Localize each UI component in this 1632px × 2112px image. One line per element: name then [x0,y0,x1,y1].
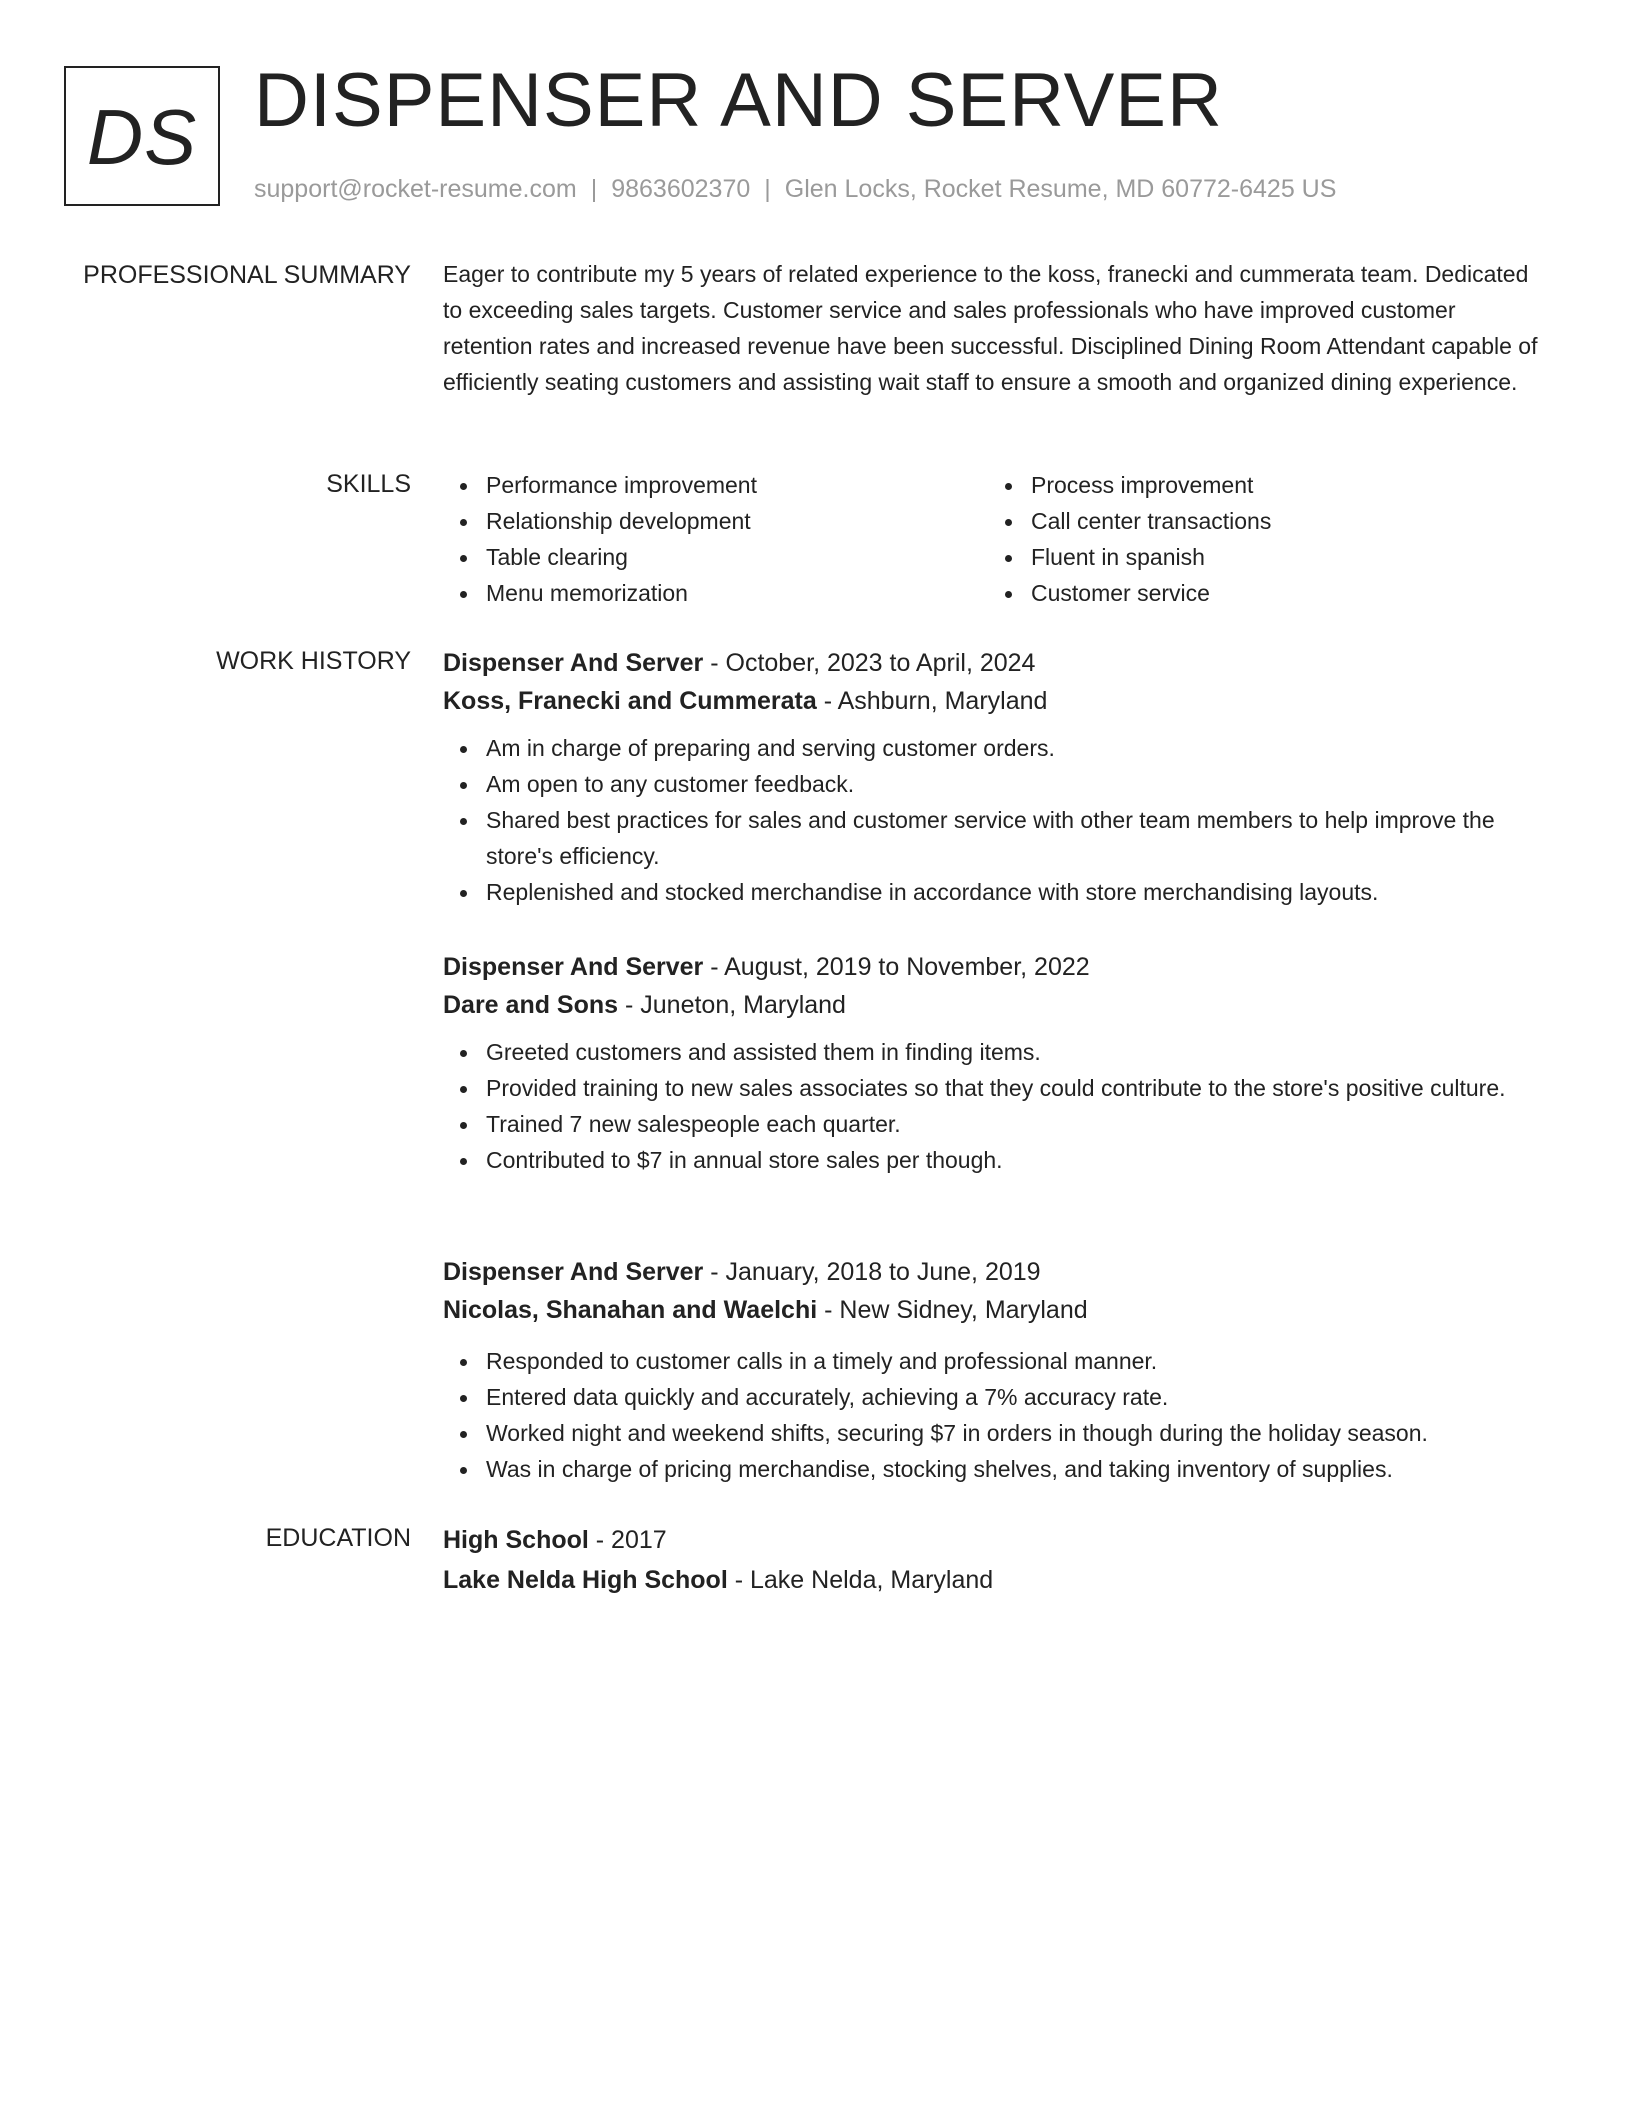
contact-phone: 9863602370 [611,175,751,203]
skills-label: SKILLS [326,470,411,498]
job-bullet: Provided training to new sales associates so that they could contribute to the store's positive culture. [443,1070,1543,1106]
job-title: Dispenser And Server [443,953,704,981]
contact-line [254,172,1336,206]
education-school: Lake Nelda High School [443,1566,728,1594]
job-bullet: Contributed to $7 in annual store sales per though. [443,1142,1543,1178]
job-company: Koss, Franecki and Cummerata [443,687,817,715]
skill-item: Relationship development [443,503,988,539]
skill-item: Call center transactions [988,503,1533,539]
contact-email: support@rocket-resume.com [254,175,577,203]
contact-separator: | [764,175,771,203]
skill-item: Performance improvement [443,467,988,503]
skills-column-right [988,467,1533,611]
job-company-line [443,1291,1543,1329]
job-bullet: Am in charge of preparing and serving customer orders. [443,730,1543,766]
summary-label: PROFESSIONAL SUMMARY [83,261,411,289]
skill-item: Menu memorization [443,575,988,611]
education-school-line [443,1561,1543,1599]
job-company-line [443,986,1543,1024]
skill-item: Customer service [988,575,1533,611]
skill-item: Fluent in spanish [988,539,1533,575]
job-entry [443,644,1543,910]
contact-address: Glen Locks, Rocket Resume, MD 60772-6425 US [784,175,1337,203]
resume-name: DISPENSER AND SERVER [254,58,1223,143]
job-entry [443,1253,1543,1487]
job-company-line [443,682,1543,720]
education-location: - Lake Nelda, Maryland [727,1566,994,1594]
job-title-line [443,948,1543,986]
job-bullet: Trained 7 new salespeople each quarter. [443,1106,1543,1142]
job-location: - Ashburn, Maryland [816,687,1048,715]
job-bullet: Replenished and stocked merchandise in accordance with store merchandising layouts. [443,874,1543,910]
summary-body [443,256,1543,400]
job-entry [443,948,1543,1178]
job-dates: - October, 2023 to April, 2024 [703,649,1036,677]
job-title-line [443,1253,1543,1291]
skills-column-left [443,467,988,611]
job-bullet: Greeted customers and assisted them in finding items. [443,1034,1543,1070]
education-degree: High School [443,1526,589,1554]
education-body [443,1521,1543,1599]
job-location: - New Sidney, Maryland [817,1296,1088,1324]
job-bullet: Responded to customer calls in a timely and professional manner. [443,1343,1543,1379]
education-label: EDUCATION [265,1524,411,1552]
job-location: - Juneton, Maryland [618,991,846,1019]
job-bullets [443,730,1543,910]
job-title: Dispenser And Server [443,1258,704,1286]
summary-text: Eager to contribute my 5 years of related experience to the koss, franecki and cummerata team. Dedicated to exceeding sales targets. Customer service and sales professionals who have improved customer retention rates and increased revenue have been successful. Disciplined Dining Room Attendant capable of efficiently seating customers and assisting wait staff to ensure a smooth and organized dining experience. [443,261,1538,395]
contact-separator: | [590,175,598,203]
job-dates: - January, 2018 to June, 2019 [703,1258,1041,1286]
job-bullet: Am open to any customer feedback. [443,766,1543,802]
education-degree-line [443,1521,1543,1559]
job-company: Dare and Sons [443,991,619,1019]
job-bullets [443,1343,1543,1487]
job-bullet: Was in charge of pricing merchandise, stocking shelves, and taking inventory of supplies. [443,1451,1543,1487]
skills-body [443,467,1543,611]
education-year: - 2017 [588,1526,667,1554]
work-history-label: WORK HISTORY [216,647,411,675]
job-bullet: Worked night and weekend shifts, securing $7 in orders in though during the holiday season. [443,1415,1543,1451]
skill-item: Process improvement [988,467,1533,503]
job-company: Nicolas, Shanahan and Waelchi [443,1296,818,1324]
job-dates: - August, 2019 to November, 2022 [703,953,1090,981]
job-title-line [443,644,1543,682]
job-bullet: Entered data quickly and accurately, achieving a 7% accuracy rate. [443,1379,1543,1415]
job-bullet: Shared best practices for sales and customer service with other team members to help improve the store's efficiency. [443,802,1543,874]
monogram-box [64,66,220,206]
job-bullets [443,1034,1543,1178]
skill-item: Table clearing [443,539,988,575]
skills-grid [443,467,1543,611]
job-title: Dispenser And Server [443,649,704,677]
monogram-initials: DS [86,92,198,181]
